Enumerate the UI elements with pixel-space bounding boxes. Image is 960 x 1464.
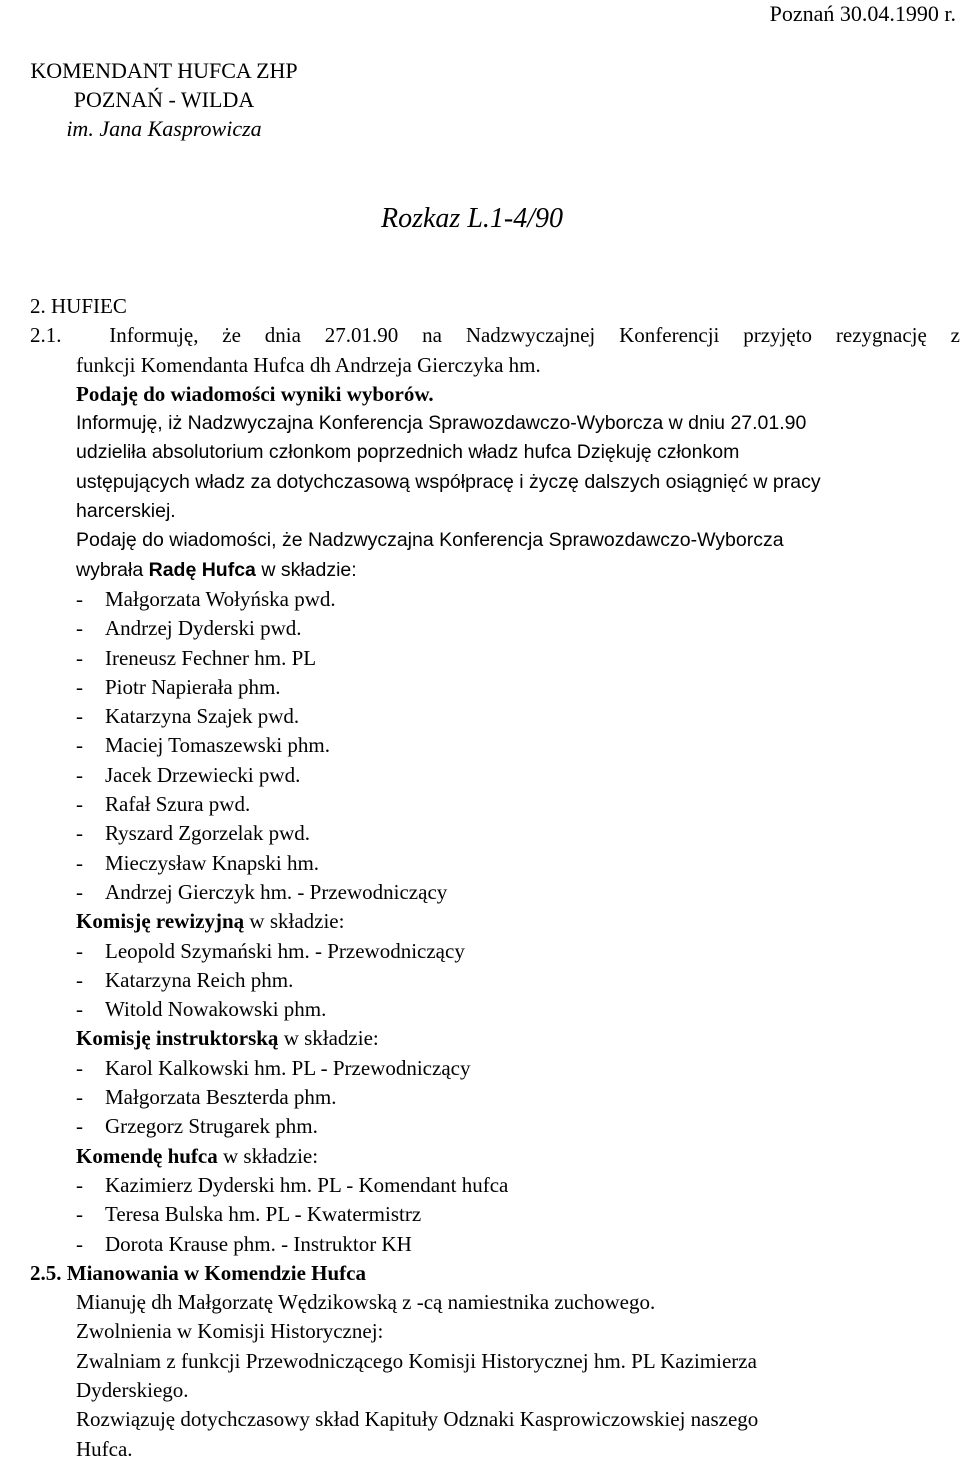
bullet-dash: - — [76, 1085, 83, 1110]
member-name: Małgorzata Wołyńska pwd. — [105, 586, 336, 611]
list-item — [0, 673, 960, 702]
member-name: Kazimierz Dyderski hm. PL - Komendant hufca — [105, 1172, 509, 1197]
instructor-list — [0, 1054, 960, 1142]
paragraph-2-5-line-4: Dyderskiego. — [76, 1377, 189, 1402]
bullet-dash: - — [76, 704, 83, 729]
command-list — [0, 1171, 960, 1259]
section-heading: 2. HUFIEC — [30, 294, 127, 318]
member-name: Grzegorz Strugarek phm. — [105, 1114, 318, 1139]
instructor-post: w składzie: — [283, 1026, 379, 1051]
list-item — [0, 819, 960, 848]
member-name: Teresa Bulska hm. PL - Kwatermistrz — [105, 1202, 422, 1227]
member-name: Rafał Szura pwd. — [105, 792, 251, 817]
elected-post: w składzie: — [261, 558, 357, 581]
member-name: Ryszard Zgorzelak pwd. — [105, 821, 311, 846]
list-item — [0, 1230, 960, 1259]
issuer-header — [0, 56, 328, 143]
inform-line-4: harcerskiej. — [76, 500, 176, 523]
results-heading-text: Podaję do wiadomości wyniki wyborów. — [76, 381, 434, 406]
bullet-dash: - — [76, 792, 83, 817]
order-title: Rozkaz L.1-4/90 — [381, 203, 563, 234]
bullet-dash: - — [76, 850, 83, 875]
member-name: Andrzej Dyderski pwd. — [105, 616, 302, 641]
list-item — [0, 878, 960, 907]
issuer-unit: POZNAŃ - WILDA — [73, 87, 255, 112]
command-post: w składzie: — [223, 1143, 319, 1168]
list-item — [0, 1112, 960, 1141]
bullet-dash: - — [76, 938, 83, 963]
paragraph-2-5-line-5: Rozwiązuję dotychczasowy skład Kapituły Odznaki Kasprowiczowskiej naszego — [76, 1407, 759, 1432]
council-list — [0, 585, 960, 907]
member-name: Jacek Drzewiecki pwd. — [105, 762, 301, 787]
list-item — [0, 585, 960, 614]
bullet-dash: - — [76, 1172, 83, 1197]
elected-line-2 — [0, 556, 960, 585]
list-item — [0, 995, 960, 1024]
member-name: Leopold Szymański hm. - Przewodniczący — [105, 938, 465, 963]
list-item — [0, 731, 960, 760]
bullet-dash: - — [76, 821, 83, 846]
paragraph-2-5-line-3: Zwalniam z funkcji Przewodniczącego Komisji Historycznej hm. PL Kazimierza — [76, 1348, 757, 1373]
bullet-dash: - — [76, 762, 83, 787]
instructor-label: Komisję instruktorską — [76, 1026, 279, 1051]
list-item — [0, 1054, 960, 1083]
document-body — [0, 292, 960, 1464]
list-item — [0, 849, 960, 878]
bullet-dash: - — [76, 1114, 83, 1139]
list-item — [0, 966, 960, 995]
list-item — [0, 790, 960, 819]
paragraph-text: Informuję, że dnia 27.01.90 na Nadzwyczajnej Konferencji przyjęto rezygnację z — [109, 323, 960, 348]
document-date: Poznań 30.04.1990 r. — [769, 1, 956, 26]
bullet-dash: - — [76, 616, 83, 641]
list-item — [0, 644, 960, 673]
command-label: Komendę hufca — [76, 1143, 218, 1168]
bullet-dash: - — [76, 879, 83, 904]
elected-line-1: Podaję do wiadomości, że Nadzwyczajna Konferencja Sprawozdawczo-Wyborcza — [76, 529, 784, 552]
audit-label: Komisję rewizyjną — [76, 909, 245, 934]
paragraph-2-5-line-6: Hufca. — [76, 1436, 133, 1461]
paragraph-2-1-line-2: funkcji Komendanta Hufca dh Andrzeja Gierczyka hm. — [76, 352, 541, 377]
inform-line-2: udzieliła absolutorium członkom poprzednich władz hufca Dziękuję członkom — [76, 441, 740, 464]
bullet-dash: - — [76, 645, 83, 670]
bullet-dash: - — [76, 1231, 83, 1256]
member-name: Katarzyna Szajek pwd. — [105, 704, 300, 729]
council-label: Radę Hufca — [148, 558, 256, 581]
list-item — [0, 1171, 960, 1200]
list-item — [0, 702, 960, 731]
list-item — [0, 761, 960, 790]
member-name: Mieczysław Knapski hm. — [105, 850, 320, 875]
bullet-dash: - — [76, 586, 83, 611]
instructor-heading — [0, 1024, 960, 1053]
elected-pre: wybrała — [76, 558, 144, 581]
member-name: Dorota Krause phm. - Instruktor KH — [105, 1231, 412, 1256]
bullet-dash: - — [76, 967, 83, 992]
command-heading — [0, 1142, 960, 1171]
paragraph-2-5-line-1: Mianuję dh Małgorzatę Wędzikowską z -cą namiestnika zuchowego. — [76, 1290, 656, 1315]
issuer-title: KOMENDANT HUFCA ZHP — [30, 58, 298, 83]
bullet-dash: - — [76, 1202, 83, 1227]
issuer-patron: im. Jana Kasprowicza — [66, 116, 262, 141]
bullet-dash: - — [76, 733, 83, 758]
bullet-dash: - — [76, 1055, 83, 1080]
member-name: Piotr Napierała phm. — [105, 674, 281, 699]
member-name: Maciej Tomaszewski phm. — [105, 733, 331, 758]
member-name: Katarzyna Reich phm. — [105, 967, 294, 992]
list-item — [0, 1083, 960, 1112]
bullet-dash: - — [76, 674, 83, 699]
list-item — [0, 1200, 960, 1229]
paragraph-2-5-heading-text: 2.5. Mianowania w Komendzie Hufca — [30, 1260, 366, 1285]
member-name: Małgorzata Beszterda phm. — [105, 1085, 337, 1110]
inform-line-1: Informuję, iż Nadzwyczajna Konferencja Sprawozdawczo-Wyborcza w dniu 27.01.90 — [76, 412, 807, 435]
paragraph-number: 2.1. — [30, 323, 62, 348]
member-name: Ireneusz Fechner hm. PL — [105, 645, 317, 670]
results-heading — [0, 380, 960, 409]
audit-post: w składzie: — [249, 909, 345, 934]
list-item — [0, 614, 960, 643]
paragraph-2-1-line-1 — [0, 321, 960, 350]
audit-list — [0, 937, 960, 1025]
inform-line-3: ustępujących władz za dotychczasową współpracę i życzę dalszych osiągnięć w pracy — [76, 470, 821, 493]
list-item — [0, 937, 960, 966]
paragraph-2-5-line-2: Zwolnienia w Komisji Historycznej: — [76, 1319, 384, 1344]
member-name: Karol Kalkowski hm. PL - Przewodniczący — [105, 1055, 471, 1080]
member-name: Witold Nowakowski phm. — [105, 997, 327, 1022]
paragraph-2-5-heading — [0, 1259, 960, 1288]
member-name: Andrzej Gierczyk hm. - Przewodniczący — [105, 879, 448, 904]
bullet-dash: - — [76, 997, 83, 1022]
audit-heading — [0, 907, 960, 936]
